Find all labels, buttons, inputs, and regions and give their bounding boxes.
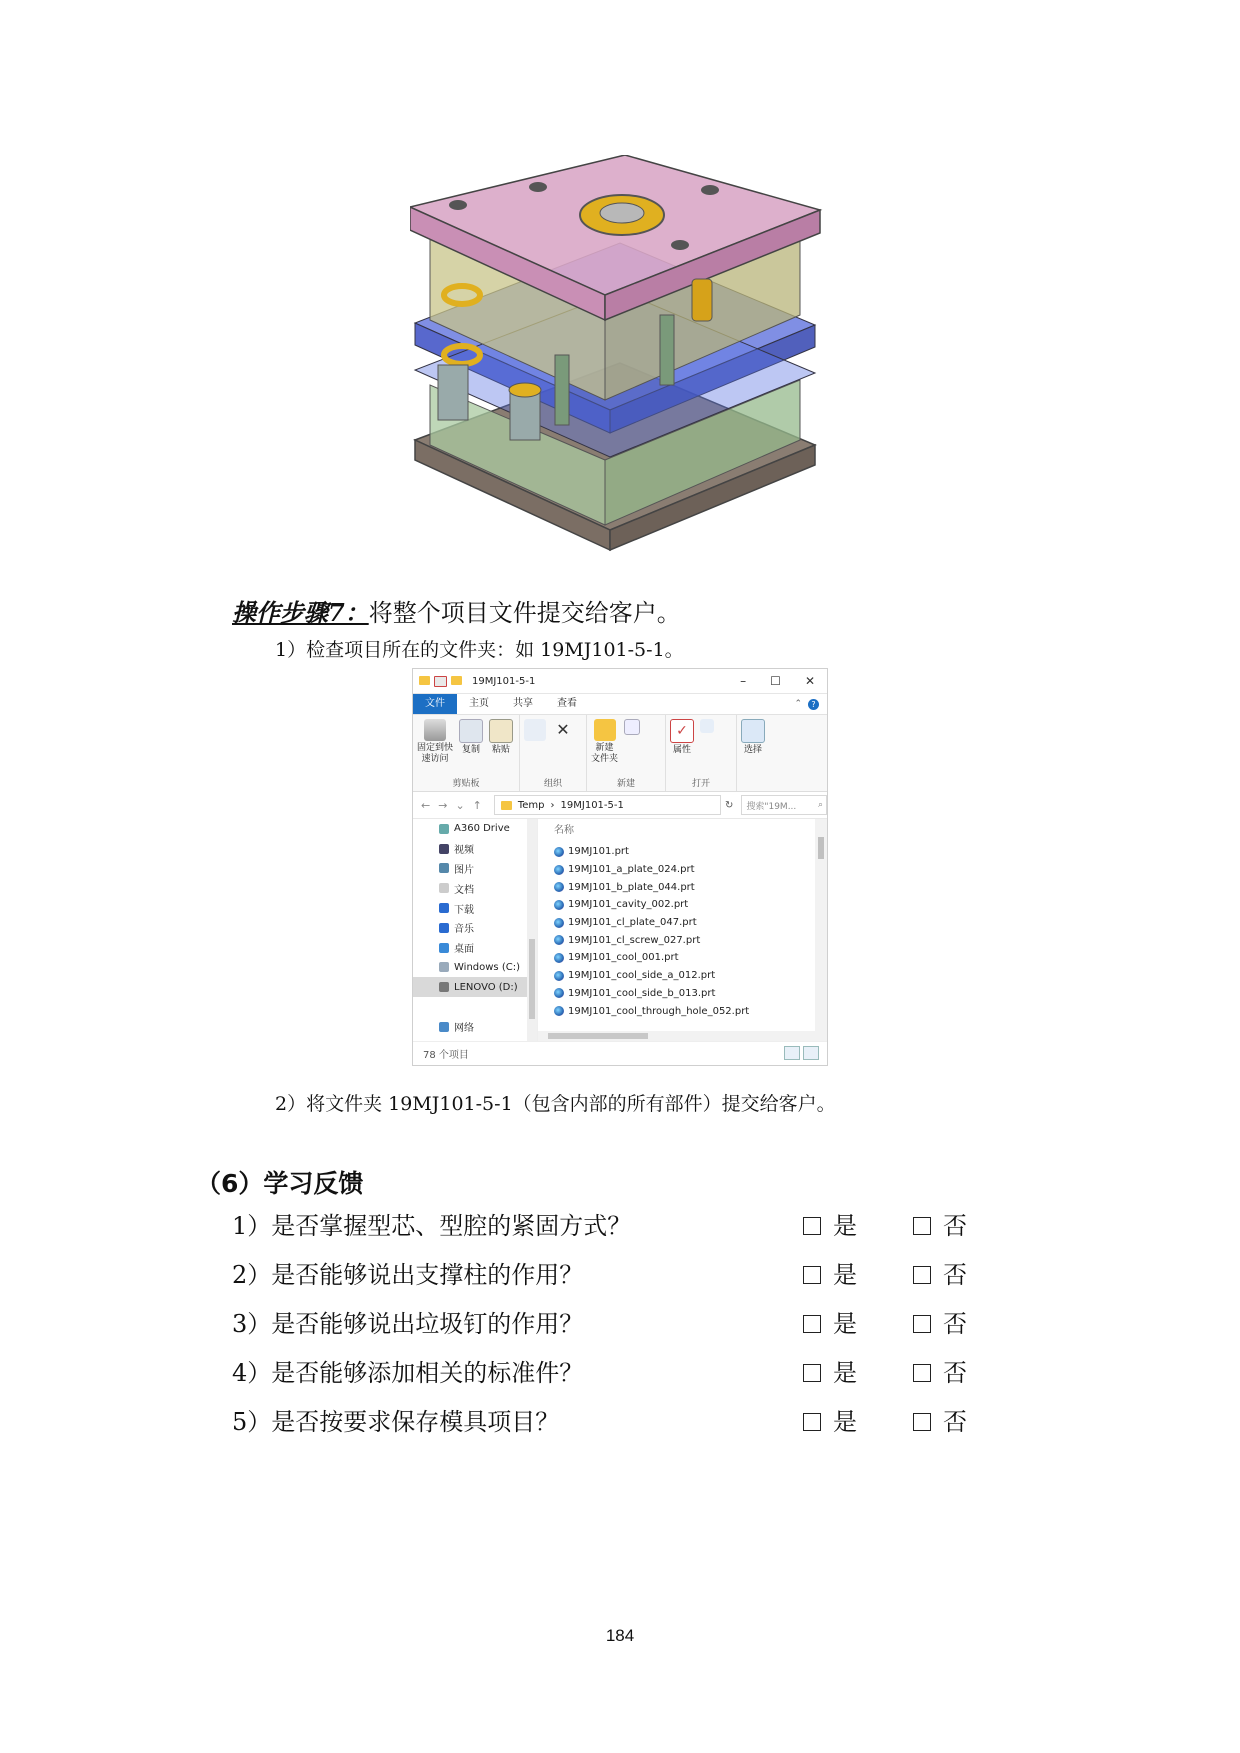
document-icon bbox=[439, 883, 449, 893]
file-item[interactable] bbox=[538, 985, 827, 1003]
file-rows bbox=[538, 843, 827, 1020]
prt-file-icon bbox=[554, 988, 564, 998]
sub-step-1: 1）检查项目所在的文件夹：如 19MJ101-5-1。 bbox=[275, 639, 684, 661]
window-title: 19MJ101-5-1 bbox=[472, 675, 536, 687]
mold-assembly-image bbox=[410, 155, 830, 565]
download-icon bbox=[439, 903, 449, 913]
page-number: 184 bbox=[605, 1626, 635, 1645]
checkbox-yes[interactable] bbox=[803, 1364, 821, 1382]
file-item[interactable] bbox=[538, 878, 827, 896]
feedback-question: 3）是否能够说出垃圾钉的作用？ bbox=[232, 1310, 584, 1338]
step-heading bbox=[232, 596, 681, 630]
feedback-question: 4）是否能够添加相关的标准件？ bbox=[232, 1359, 584, 1387]
paste-button[interactable]: 粘贴 bbox=[489, 719, 513, 765]
search-placeholder: 搜索"19M... bbox=[746, 801, 797, 812]
refresh-icon[interactable]: ↻ bbox=[724, 799, 734, 811]
option-label-no: 否 bbox=[943, 1261, 967, 1289]
file-name: 19MJ101_cl_screw_027.prt bbox=[568, 934, 701, 946]
file-item[interactable] bbox=[538, 967, 827, 985]
delete-button[interactable] bbox=[552, 719, 574, 743]
prt-file-icon bbox=[554, 935, 564, 945]
ribbon-group-clipboard bbox=[413, 715, 520, 791]
option-label-yes: 是 bbox=[833, 1408, 857, 1436]
file-name: 19MJ101.prt bbox=[568, 846, 629, 858]
option-yes[interactable] bbox=[803, 1210, 857, 1242]
open-icon bbox=[700, 719, 714, 733]
forward-arrow-icon[interactable]: → bbox=[438, 798, 448, 812]
file-explorer-window bbox=[412, 668, 828, 1066]
file-list bbox=[538, 819, 827, 1041]
file-name: 19MJ101_cool_side_b_013.prt bbox=[568, 987, 716, 999]
nav-item-desktop[interactable]: 桌面 bbox=[413, 938, 537, 958]
option-label-no: 否 bbox=[943, 1359, 967, 1387]
nav-scrollbar[interactable] bbox=[527, 819, 537, 1041]
checkbox-no[interactable] bbox=[913, 1413, 931, 1431]
horizontal-scrollbar[interactable] bbox=[538, 1031, 815, 1041]
close-button[interactable]: ✕ bbox=[804, 674, 815, 688]
step-text: 将整个项目文件提交给客户。 bbox=[368, 599, 681, 627]
help-icon[interactable]: ? bbox=[808, 699, 819, 710]
nav-item-a360[interactable]: A360 Drive bbox=[413, 819, 537, 839]
breadcrumb-temp[interactable]: Temp bbox=[517, 799, 545, 811]
nav-item-windows-c[interactable]: Windows (C:) bbox=[413, 958, 537, 978]
new-folder-button[interactable]: 新建 文件夹 bbox=[591, 719, 618, 765]
group-label-organize: 组织 bbox=[543, 779, 562, 789]
ribbon-collapse-icon[interactable]: ⌃ bbox=[794, 699, 802, 709]
recent-chevron-icon[interactable]: ⌄ bbox=[455, 798, 465, 812]
option-label-no: 否 bbox=[943, 1310, 967, 1338]
title-bar bbox=[413, 669, 827, 694]
new-item-icon bbox=[624, 719, 640, 735]
option-yes[interactable] bbox=[803, 1357, 857, 1389]
option-no[interactable] bbox=[913, 1210, 967, 1242]
select-grid-icon bbox=[741, 719, 765, 743]
new-item-button[interactable] bbox=[624, 719, 640, 765]
nav-item-music[interactable]: 音乐 bbox=[413, 918, 537, 938]
ribbon bbox=[413, 715, 827, 792]
checkbox-no[interactable] bbox=[913, 1266, 931, 1284]
option-yes[interactable] bbox=[803, 1259, 857, 1291]
file-name: 19MJ101_a_plate_024.prt bbox=[568, 864, 695, 876]
file-item[interactable] bbox=[538, 914, 827, 932]
prt-file-icon bbox=[554, 847, 564, 857]
nav-item-network[interactable]: 网络 bbox=[413, 1017, 537, 1037]
column-header-name[interactable]: 名称 bbox=[554, 825, 574, 836]
nav-scroll-thumb[interactable] bbox=[529, 939, 535, 1019]
file-name: 19MJ101_cool_through_hole_052.prt bbox=[568, 1005, 750, 1017]
move-icon bbox=[524, 719, 546, 741]
tab-share[interactable]: 共享 bbox=[513, 698, 533, 709]
drive-icon bbox=[439, 962, 449, 972]
option-label-no: 否 bbox=[943, 1212, 967, 1240]
option-yes[interactable] bbox=[803, 1308, 857, 1340]
option-no[interactable] bbox=[913, 1406, 967, 1438]
prt-file-icon bbox=[554, 971, 564, 981]
horizontal-scroll-thumb[interactable] bbox=[548, 1033, 648, 1039]
move-to-button[interactable] bbox=[524, 719, 546, 743]
file-item[interactable] bbox=[538, 931, 827, 949]
navigation-pane bbox=[413, 819, 538, 1041]
nav-spacer bbox=[413, 997, 537, 1017]
back-arrow-icon[interactable]: ← bbox=[421, 798, 431, 812]
option-label-no: 否 bbox=[943, 1408, 967, 1436]
feedback-question: 1）是否掌握型芯、型腔的紧固方式？ bbox=[232, 1212, 632, 1240]
large-icons-view-icon[interactable] bbox=[803, 1046, 819, 1060]
file-scroll-thumb[interactable] bbox=[818, 837, 824, 859]
details-view-icon[interactable] bbox=[784, 1046, 800, 1060]
properties-icon[interactable] bbox=[434, 676, 447, 687]
up-arrow-icon[interactable]: ↑ bbox=[472, 798, 482, 812]
option-yes[interactable] bbox=[803, 1406, 857, 1438]
checkbox-yes[interactable] bbox=[803, 1217, 821, 1235]
nav-item-pictures[interactable]: 图片 bbox=[413, 859, 537, 879]
search-box[interactable] bbox=[741, 795, 827, 815]
prt-file-icon bbox=[554, 865, 564, 875]
search-icon: ⌕ bbox=[817, 800, 823, 810]
group-label-new: 新建 bbox=[616, 779, 635, 789]
explorer-body bbox=[413, 819, 827, 1041]
prt-file-icon bbox=[554, 882, 564, 892]
group-label-clipboard: 剪贴板 bbox=[452, 779, 480, 789]
ribbon-group-organize bbox=[520, 715, 587, 791]
ribbon-group-select bbox=[737, 715, 793, 791]
file-name: 19MJ101_cool_side_a_012.prt bbox=[568, 970, 716, 982]
nav-item-downloads[interactable]: 下载 bbox=[413, 898, 537, 918]
nav-item-videos[interactable]: 视频 bbox=[413, 839, 537, 859]
pin-quick-access-button[interactable]: 固定到快 速访问 bbox=[417, 719, 453, 765]
tab-view[interactable]: 查看 bbox=[557, 698, 577, 709]
select-button[interactable]: 选择 bbox=[741, 719, 765, 756]
feedback-title: （6）学习反馈 bbox=[196, 1169, 364, 1198]
new-folder-icon[interactable] bbox=[451, 676, 462, 685]
option-no[interactable] bbox=[913, 1259, 967, 1291]
ribbon-tabs bbox=[413, 694, 827, 715]
checkbox-no[interactable] bbox=[913, 1364, 931, 1382]
group-label-open: 打开 bbox=[691, 779, 710, 789]
folder-icon bbox=[501, 801, 512, 810]
checkbox-yes[interactable] bbox=[803, 1413, 821, 1431]
breadcrumb-separator-icon: › bbox=[550, 799, 555, 811]
file-list-scrollbar[interactable] bbox=[815, 819, 827, 1041]
status-bar bbox=[413, 1041, 827, 1064]
option-no[interactable] bbox=[913, 1308, 967, 1340]
option-label-yes: 是 bbox=[833, 1212, 857, 1240]
ribbon-group-new bbox=[587, 715, 666, 791]
properties-button[interactable]: ✓ 属性 bbox=[670, 719, 694, 756]
prt-file-icon bbox=[554, 953, 564, 963]
option-no[interactable] bbox=[913, 1357, 967, 1389]
file-item[interactable] bbox=[538, 843, 827, 861]
file-item[interactable] bbox=[538, 861, 827, 879]
step-label: 操作步骤7： bbox=[232, 598, 369, 627]
video-icon bbox=[439, 844, 449, 854]
option-label-yes: 是 bbox=[833, 1359, 857, 1387]
option-label-yes: 是 bbox=[833, 1310, 857, 1338]
feedback-question: 2）是否能够说出支撑柱的作用？ bbox=[232, 1261, 584, 1289]
desktop-icon bbox=[439, 943, 449, 953]
cloud-icon bbox=[439, 824, 449, 834]
file-item[interactable] bbox=[538, 896, 827, 914]
checkbox-yes[interactable] bbox=[803, 1315, 821, 1333]
paste-icon bbox=[489, 719, 513, 743]
copy-icon bbox=[459, 719, 483, 743]
copy-button[interactable]: 复制 bbox=[459, 719, 483, 765]
file-name: 19MJ101_cavity_002.prt bbox=[568, 899, 689, 911]
prt-file-icon bbox=[554, 1006, 564, 1016]
file-name: 19MJ101_b_plate_044.prt bbox=[568, 881, 695, 893]
file-item[interactable] bbox=[538, 949, 827, 967]
checkbox-no[interactable] bbox=[913, 1217, 931, 1235]
minimize-button[interactable]: – bbox=[740, 674, 747, 688]
sub-step-2: 2）将文件夹 19MJ101-5-1（包含内部的所有部件）提交给客户。 bbox=[275, 1093, 836, 1115]
drive-icon bbox=[439, 982, 449, 992]
prt-file-icon bbox=[554, 900, 564, 910]
folder-icon bbox=[419, 676, 430, 685]
file-name: 19MJ101_cl_plate_047.prt bbox=[568, 917, 697, 929]
properties-check-icon: ✓ bbox=[670, 719, 694, 743]
delete-icon: ✕ bbox=[556, 720, 570, 739]
network-icon bbox=[439, 1022, 449, 1032]
address-path[interactable] bbox=[494, 795, 721, 815]
picture-icon bbox=[439, 863, 449, 873]
maximize-button[interactable]: ☐ bbox=[770, 674, 781, 688]
checkbox-no[interactable] bbox=[913, 1315, 931, 1333]
file-item[interactable] bbox=[538, 1002, 827, 1020]
breadcrumb-folder[interactable]: 19MJ101-5-1 bbox=[560, 799, 624, 811]
ribbon-group-open bbox=[666, 715, 737, 791]
quick-access-toolbar bbox=[419, 676, 462, 687]
checkbox-yes[interactable] bbox=[803, 1266, 821, 1284]
tab-file[interactable]: 文件 bbox=[413, 694, 457, 714]
feedback-question: 5）是否按要求保存模具项目？ bbox=[232, 1408, 560, 1436]
open-button[interactable] bbox=[700, 719, 714, 756]
item-count: 78 个项目 bbox=[423, 1049, 469, 1061]
new-folder-icon bbox=[594, 719, 616, 741]
option-label-yes: 是 bbox=[833, 1261, 857, 1289]
file-name: 19MJ101_cool_001.prt bbox=[568, 952, 679, 964]
tab-home[interactable]: 主页 bbox=[469, 698, 489, 709]
prt-file-icon bbox=[554, 918, 564, 928]
nav-item-documents[interactable]: 文档 bbox=[413, 878, 537, 898]
pin-icon bbox=[424, 719, 446, 741]
nav-item-lenovo-d[interactable]: LENOVO (D:) bbox=[413, 977, 537, 997]
music-icon bbox=[439, 923, 449, 933]
address-bar-row bbox=[413, 792, 827, 819]
